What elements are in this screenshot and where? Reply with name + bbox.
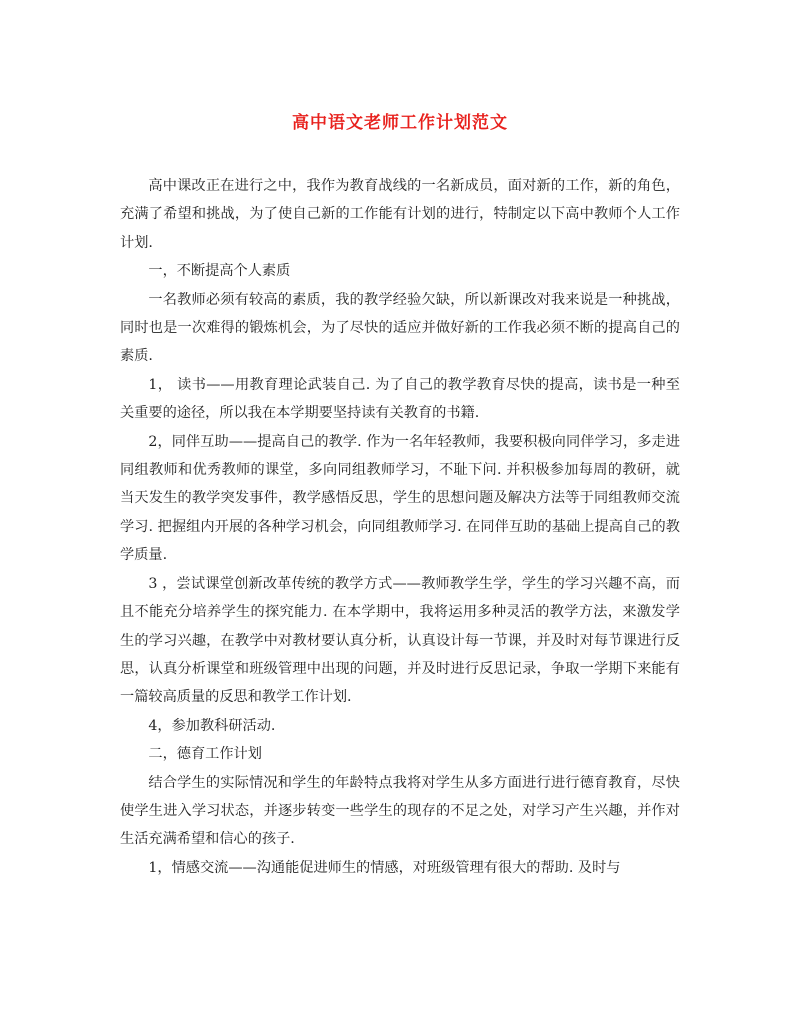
paragraph-item-3: 3 ，尝试课堂创新改革传统的教学方式——教师教学生学，学生的学习兴趣不高，而且不能充分培养学生的探究能力. 在本学期中，我将运用多种灵活的教学方法，来激发学生的学习兴趣，在教学中对教材要认真分析，认真设计每一节课，并及时对每节课进行反思，认真分析课堂和班级管理中出现的问题，并及时进行反思记录，争取一学期下来能有一篇较高质量的反思和教学工作计划. bbox=[120, 575, 680, 706]
heading-section-1: 一，不断提高个人素质 bbox=[148, 263, 291, 280]
paragraph-item-4: 4，参加教科研活动. bbox=[148, 717, 276, 734]
heading-section-2: 二，德育工作计划 bbox=[148, 746, 262, 763]
paragraph-moral-item-1: 1，情感交流——沟通能促进师生的情感，对班级管理有很大的帮助. 及时与 bbox=[148, 859, 621, 876]
paragraph-quality: 一名教师必须有较高的素质，我的教学经验欠缺，所以新课改对我来说是一种挑战，同时也是一次难得的锻炼机会，为了尽快的适应并做好新的工作我必须不断的提高自己的素质. bbox=[120, 291, 680, 365]
paragraph-item-2: 2，同伴互助——提高自己的教学. 作为一名年轻教师，我要积极向同伴学习，多走进同组教师和优秀教师的课堂，多向同组教师学习，不耻下问. 并积极参加每周的教研，就当天发生的教学突发事件，教学感悟反思，学生的思想问题及解决方法等于同组教师交流学习. 把握组内开展的各种学习机会，向同组教师学习. 在同伴互助的基础上提高自己的教学质量. bbox=[120, 433, 680, 564]
document-body bbox=[120, 172, 680, 882]
paragraph-intro: 高中课改正在进行之中，我作为教育战线的一名新成员，面对新的工作，新的角色，充满了希望和挑战，为了使自己新的工作能有计划的进行，特制定以下高中教师个人工作计划. bbox=[120, 178, 680, 251]
paragraph-moral: 结合学生的实际情况和学生的年龄特点我将对学生从多方面进行进行德育教育，尽快使学生进入学习状态，并逐步转变一些学生的现存的不足之处，对学习产生兴趣，并作对生活充满希望和信心的孩子. bbox=[120, 774, 680, 848]
paragraph-item-1: 1， 读书——用教育理论武装自己. 为了自己的教学教育尽快的提高，读书是一种至关重要的途径，所以我在本学期要坚持读有关教育的书籍. bbox=[120, 376, 680, 422]
document-title: 高中语文老师工作计划范文 bbox=[292, 113, 508, 133]
